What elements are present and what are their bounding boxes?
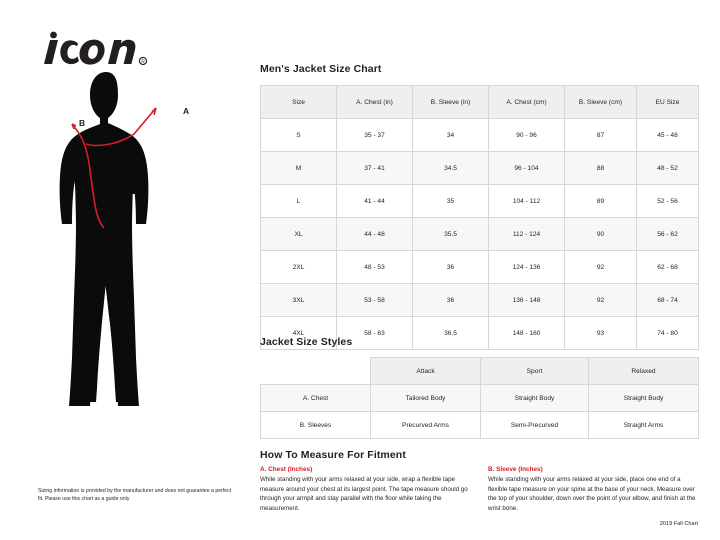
cell-sleeve-in: 35.5 <box>413 218 489 251</box>
cell-sleeve-cm: 92 <box>565 284 637 317</box>
cell-size: 3XL <box>261 284 337 317</box>
size-chart-title: Men's Jacket Size Chart <box>260 63 382 75</box>
measure-chest-text: While standing with your arms relaxed at your side, wrap a flexible tape measure around your chest at its largest point. The tape measure should go through your armpit and stay parallel with the floor while taking the measurement. <box>260 476 468 512</box>
col-header-eu-size: EU Size <box>637 86 699 119</box>
cell-chest-in: 58 - 63 <box>337 317 413 350</box>
chart-version-note: 2019 Fall Chart <box>659 521 698 527</box>
cell-chest-in: 48 - 53 <box>337 251 413 284</box>
mens-jacket-size-table <box>260 85 699 350</box>
cell-size: M <box>261 152 337 185</box>
cell-size: S <box>261 119 337 152</box>
icon-wordmark-logo <box>38 30 158 66</box>
table-row <box>261 218 699 251</box>
styles-cell-sport: Semi-Precurved <box>481 412 589 439</box>
cell-eu-size: 48 - 52 <box>637 152 699 185</box>
cell-chest-in: 44 - 48 <box>337 218 413 251</box>
body-measurement-figure <box>48 72 218 412</box>
styles-col-sport: Sport <box>481 358 589 385</box>
measure-sleeve-text: While standing with your arms relaxed at your side, place one end of a flexible tape measure on your spine at the base of your neck, Measure over the top of your shoulder, down over the point of your elbow, and finish at the wrist bone. <box>488 476 696 512</box>
cell-chest-in: 37 - 41 <box>337 152 413 185</box>
col-header-chest-in: A. Chest (in) <box>337 86 413 119</box>
cell-chest-cm: 112 - 124 <box>489 218 565 251</box>
styles-col-relaxed: Relaxed <box>589 358 699 385</box>
cell-size: 4XL <box>261 317 337 350</box>
table-header-row <box>261 86 699 119</box>
callout-a-label: A <box>183 106 190 116</box>
cell-size: XL <box>261 218 337 251</box>
col-header-size: Size <box>261 86 337 119</box>
jacket-size-styles-title: Jacket Size Styles <box>260 336 353 348</box>
cell-size: L <box>261 185 337 218</box>
table-row <box>261 412 699 439</box>
cell-sleeve-in: 34.5 <box>413 152 489 185</box>
cell-eu-size: 74 - 80 <box>637 317 699 350</box>
cell-eu-size: 45 - 48 <box>637 119 699 152</box>
cell-chest-in: 35 - 37 <box>337 119 413 152</box>
col-header-sleeve-in: B. Sleeve (in) <box>413 86 489 119</box>
table-row <box>261 251 699 284</box>
cell-chest-cm: 104 - 112 <box>489 185 565 218</box>
cell-sleeve-in: 36 <box>413 284 489 317</box>
cell-chest-cm: 124 - 136 <box>489 251 565 284</box>
table-row <box>261 152 699 185</box>
cell-eu-size: 56 - 62 <box>637 218 699 251</box>
cell-sleeve-in: 34 <box>413 119 489 152</box>
measure-chest-heading: A. Chest (Inches) <box>260 466 313 473</box>
right-column <box>260 0 698 540</box>
cell-eu-size: 52 - 56 <box>637 185 699 218</box>
svg-text:R: R <box>141 59 145 66</box>
cell-sleeve-cm: 87 <box>565 119 637 152</box>
cell-sleeve-cm: 88 <box>565 152 637 185</box>
how-to-measure-title: How To Measure For Fitment <box>260 449 406 461</box>
measure-chest-block <box>260 466 470 513</box>
cell-sleeve-cm: 90 <box>565 218 637 251</box>
cell-chest-cm: 148 - 160 <box>489 317 565 350</box>
styles-cell-attack: Tailored Body <box>371 385 481 412</box>
cell-chest-in: 53 - 58 <box>337 284 413 317</box>
how-to-measure-columns <box>260 466 698 513</box>
cell-chest-in: 41 - 44 <box>337 185 413 218</box>
styles-corner-cell <box>261 358 371 385</box>
table-row <box>261 185 699 218</box>
measure-sleeve-heading: B. Sleeve (Inches) <box>488 466 543 473</box>
styles-cell-relaxed: Straight Body <box>589 385 699 412</box>
cell-eu-size: 68 - 74 <box>637 284 699 317</box>
cell-sleeve-in: 36.5 <box>413 317 489 350</box>
table-row <box>261 284 699 317</box>
styles-header-row <box>261 358 699 385</box>
cell-sleeve-in: 36 <box>413 251 489 284</box>
cell-sleeve-in: 35 <box>413 185 489 218</box>
cell-sleeve-cm: 92 <box>565 251 637 284</box>
table-row <box>261 119 699 152</box>
cell-chest-cm: 96 - 104 <box>489 152 565 185</box>
callout-b-label: B <box>79 118 86 128</box>
cell-sleeve-cm: 93 <box>565 317 637 350</box>
styles-row-label: A. Chest <box>261 385 371 412</box>
left-column <box>0 0 250 540</box>
measure-sleeve-block <box>488 466 698 513</box>
jacket-size-styles-table <box>260 357 699 439</box>
styles-row-label: B. Sleeves <box>261 412 371 439</box>
styles-cell-relaxed: Straight Arms <box>589 412 699 439</box>
table-row <box>261 385 699 412</box>
cell-chest-cm: 136 - 148 <box>489 284 565 317</box>
col-header-chest-cm: A. Chest (cm) <box>489 86 565 119</box>
cell-sleeve-cm: 89 <box>565 185 637 218</box>
styles-col-attack: Attack <box>371 358 481 385</box>
cell-eu-size: 62 - 68 <box>637 251 699 284</box>
styles-cell-sport: Straight Body <box>481 385 589 412</box>
styles-cell-attack: Precurved Arms <box>371 412 481 439</box>
cell-size: 2XL <box>261 251 337 284</box>
cell-chest-cm: 90 - 96 <box>489 119 565 152</box>
col-header-sleeve-cm: B. Sleeve (cm) <box>565 86 637 119</box>
sizing-disclaimer: Sizing information is provided by the manufacturer and does not guarantee a perfect fit. Please use this chart as a guide only <box>38 488 232 502</box>
